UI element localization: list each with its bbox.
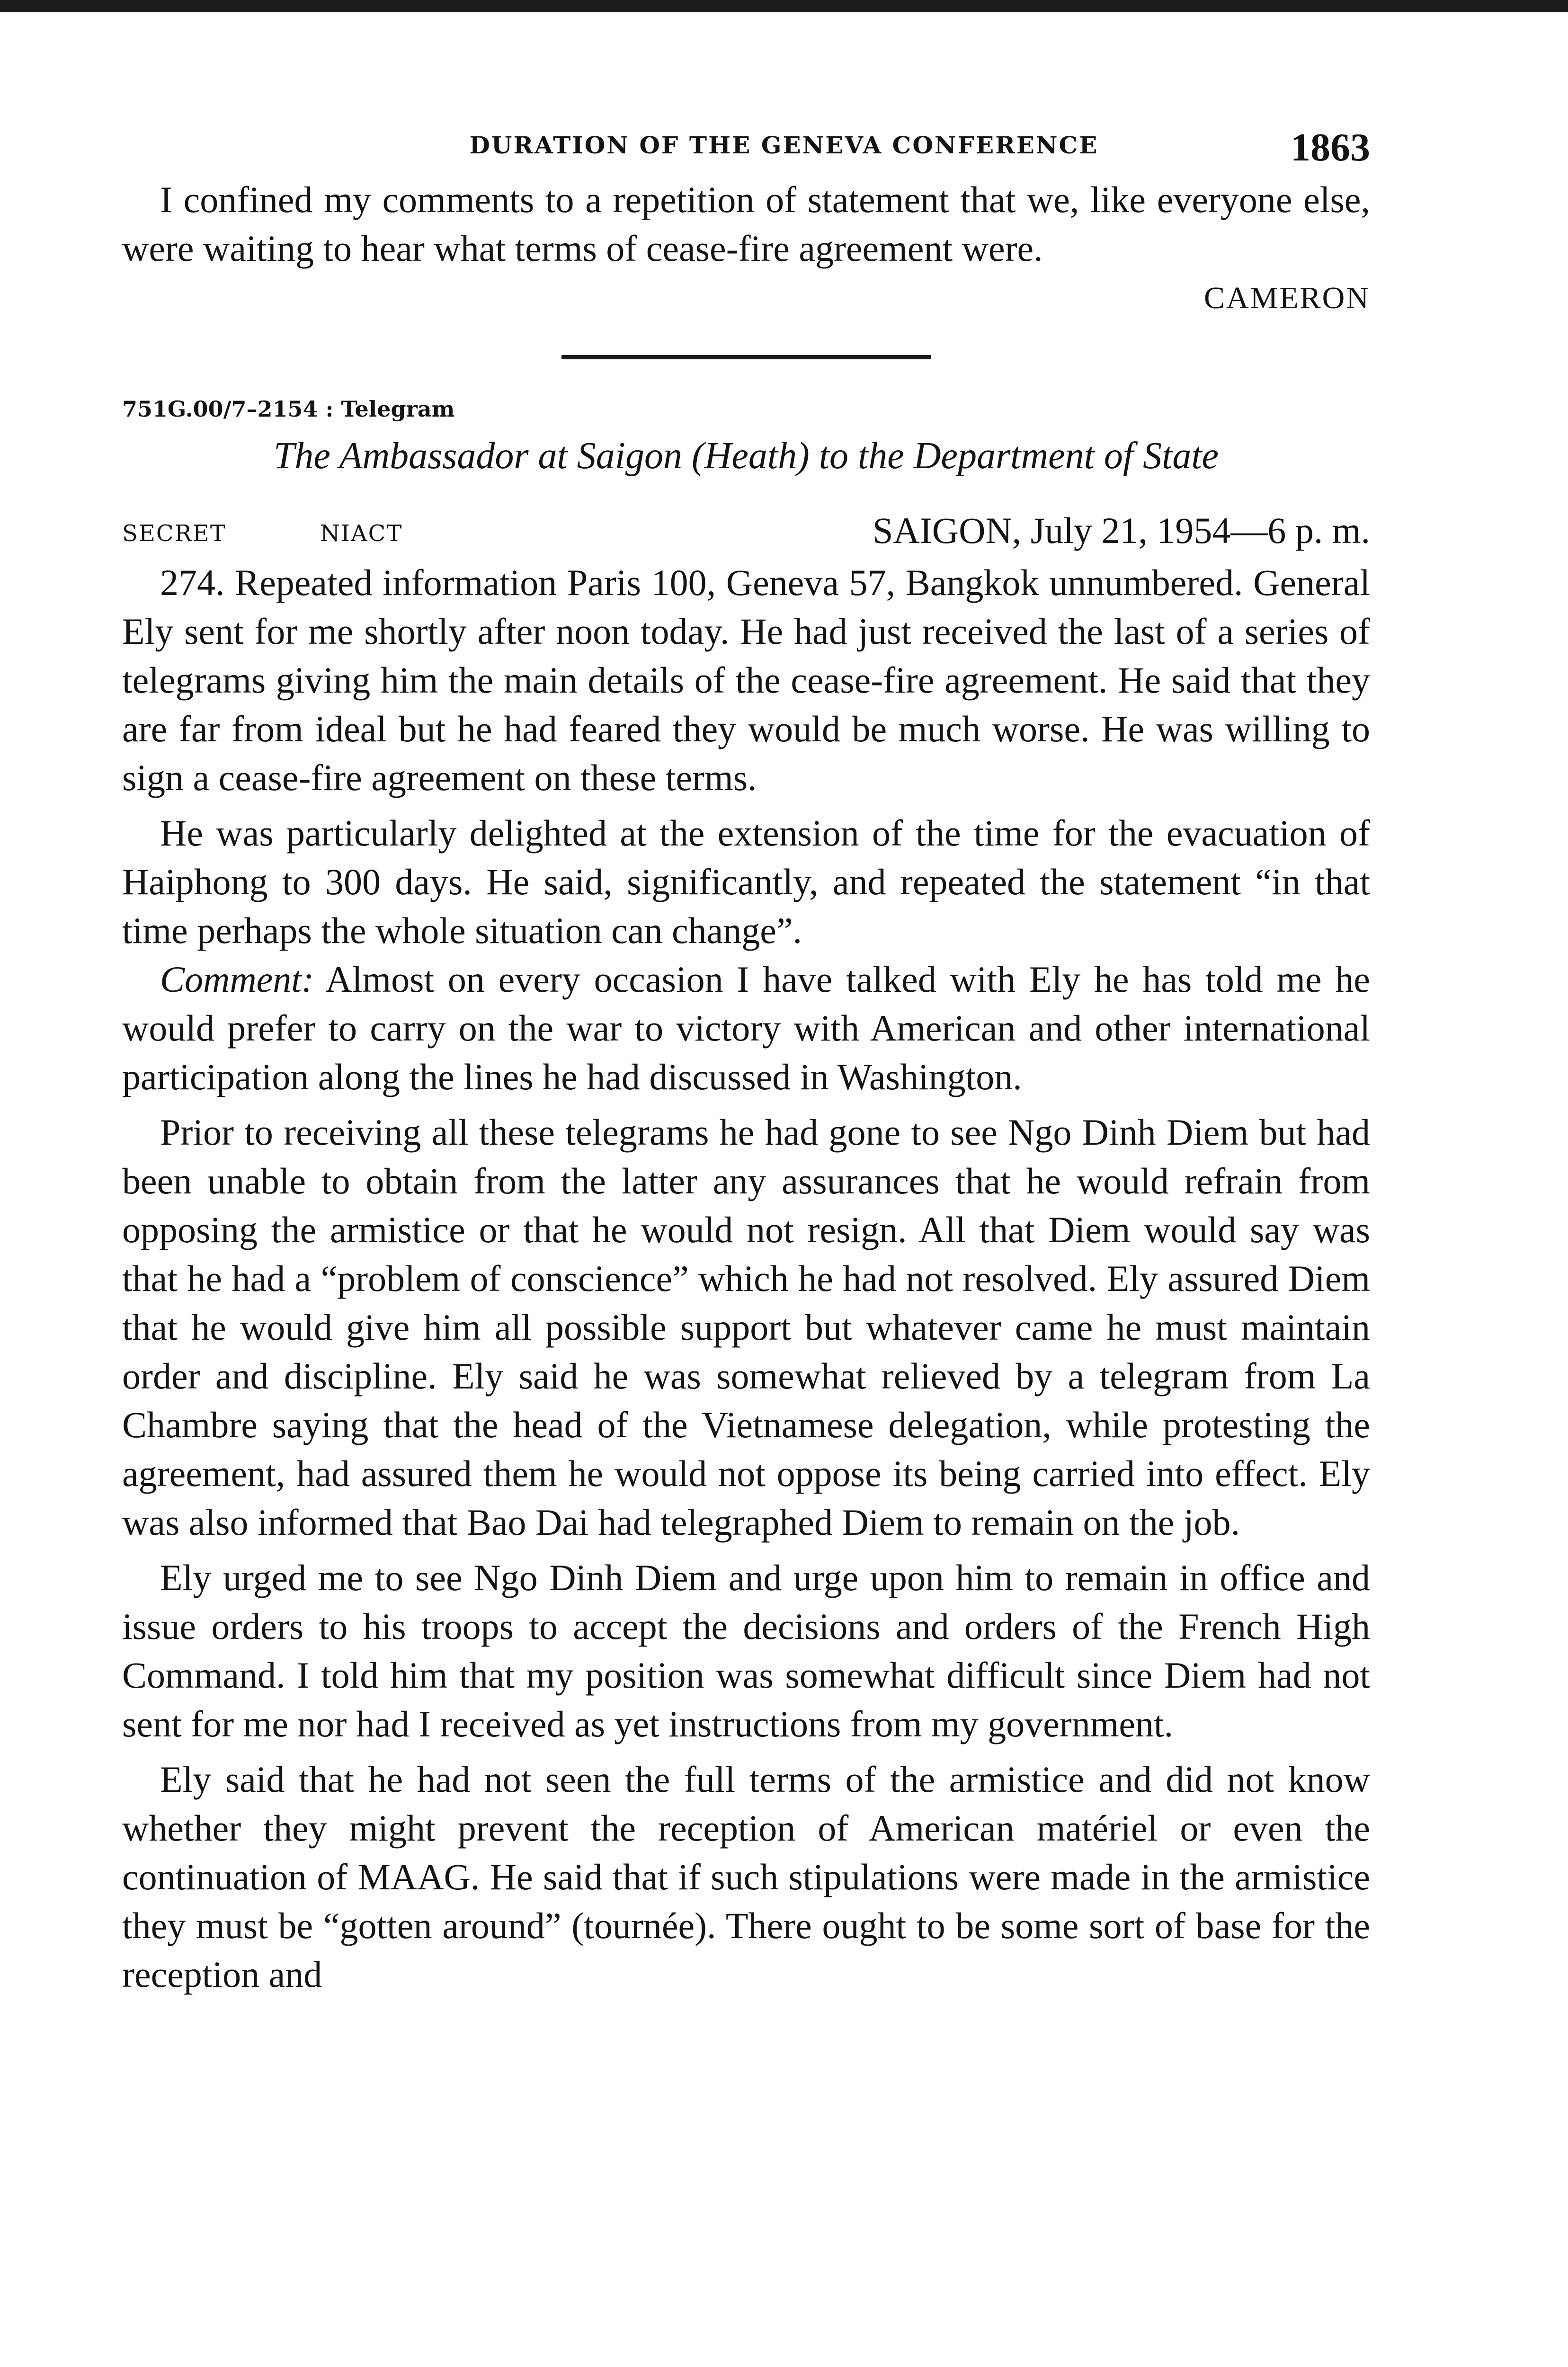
running-title: DURATION OF THE GENEVA CONFERENCE	[469, 131, 1099, 159]
priority-label: NIACT	[320, 520, 403, 547]
page-content	[122, 121, 1370, 1999]
running-head	[122, 121, 1370, 175]
classification-label: SECRET	[122, 520, 226, 547]
body-paragraph: Prior to receiving all these telegrams he had gone to see Ngo Dinh Diem but had been unable to obtain from the latter any assurances that he would refrain from opposing the armistice or that he would not resign. All that Diem would say was that he had a “problem of conscience” which he had not resolved. Ely assured Diem that he would give him all possible support but whatever came he must maintain order and discipline. Ely said he was somewhat relieved by a telegram from La Chambre saying that the head of the Vietnamese delegation, while protesting the agreement, had assured them he would not oppose its being carried into effect. Ely was also informed that Bao Dai had telegraphed Diem to remain on the job.	[122, 1112, 1370, 1543]
page-top-edge	[0, 0, 1568, 12]
body-paragraph: Ely urged me to see Ngo Dinh Diem and urge upon him to remain in office and issue orders to his troops to accept the decisions and orders of the French High Command. I told him that my position was somewhat difficult since Diem had not sent for me nor had I received as yet instructions from my government.	[122, 1557, 1370, 1744]
document-title: The Ambassador at Saigon (Heath) to the Department of State	[273, 435, 1219, 477]
signature: CAMERON	[1203, 281, 1370, 315]
previous-closing-paragraph: I confined my comments to a repetition of statement that we, like everyone else, were waiting to hear what terms of cease-fire agreement were.	[122, 179, 1370, 269]
page-number: 1863	[1291, 125, 1370, 169]
comment-text: Almost on every occasion I have talked with Ely he has told me he would prefer to carry on the war to victory with American and other international participation along the lines he had discussed in Washington.	[122, 959, 1370, 1097]
body-paragraph: 274. Repeated information Paris 100, Geneva 57, Bangkok unnumbered. General Ely sent for me shortly after noon today. He had just received the last of a series of telegrams giving him the main details of the cease-fire agreement. He said that they are far from ideal but he had feared they would be much worse. He was willing to sign a cease-fire agreement on these terms.	[122, 562, 1370, 798]
comment-label: Comment:	[160, 959, 314, 1000]
dateline	[122, 506, 1370, 558]
file-reference: 751G.00/7–2154 : Telegram	[122, 396, 455, 422]
body-paragraph: Ely said that he had not seen the full terms of the armistice and did not know whether they might prevent the reception of American matériel or even the continuation of MAAG. He said that if such stipulations were made in the armistice they must be “gotten around” (tournée). There ought to be some sort of base for the reception and	[122, 1759, 1370, 1995]
body-paragraph: He was particularly delighted at the extension of the time for the evacuation of Haiphong to 300 days. He said, significantly, and repeated the statement “in that time perhaps the whole situation can change”.	[122, 812, 1370, 951]
comment-paragraph	[122, 955, 1370, 1101]
place-date: SAIGON, July 21, 1954—6 p. m.	[873, 510, 1370, 551]
section-separator-rule	[561, 355, 931, 359]
